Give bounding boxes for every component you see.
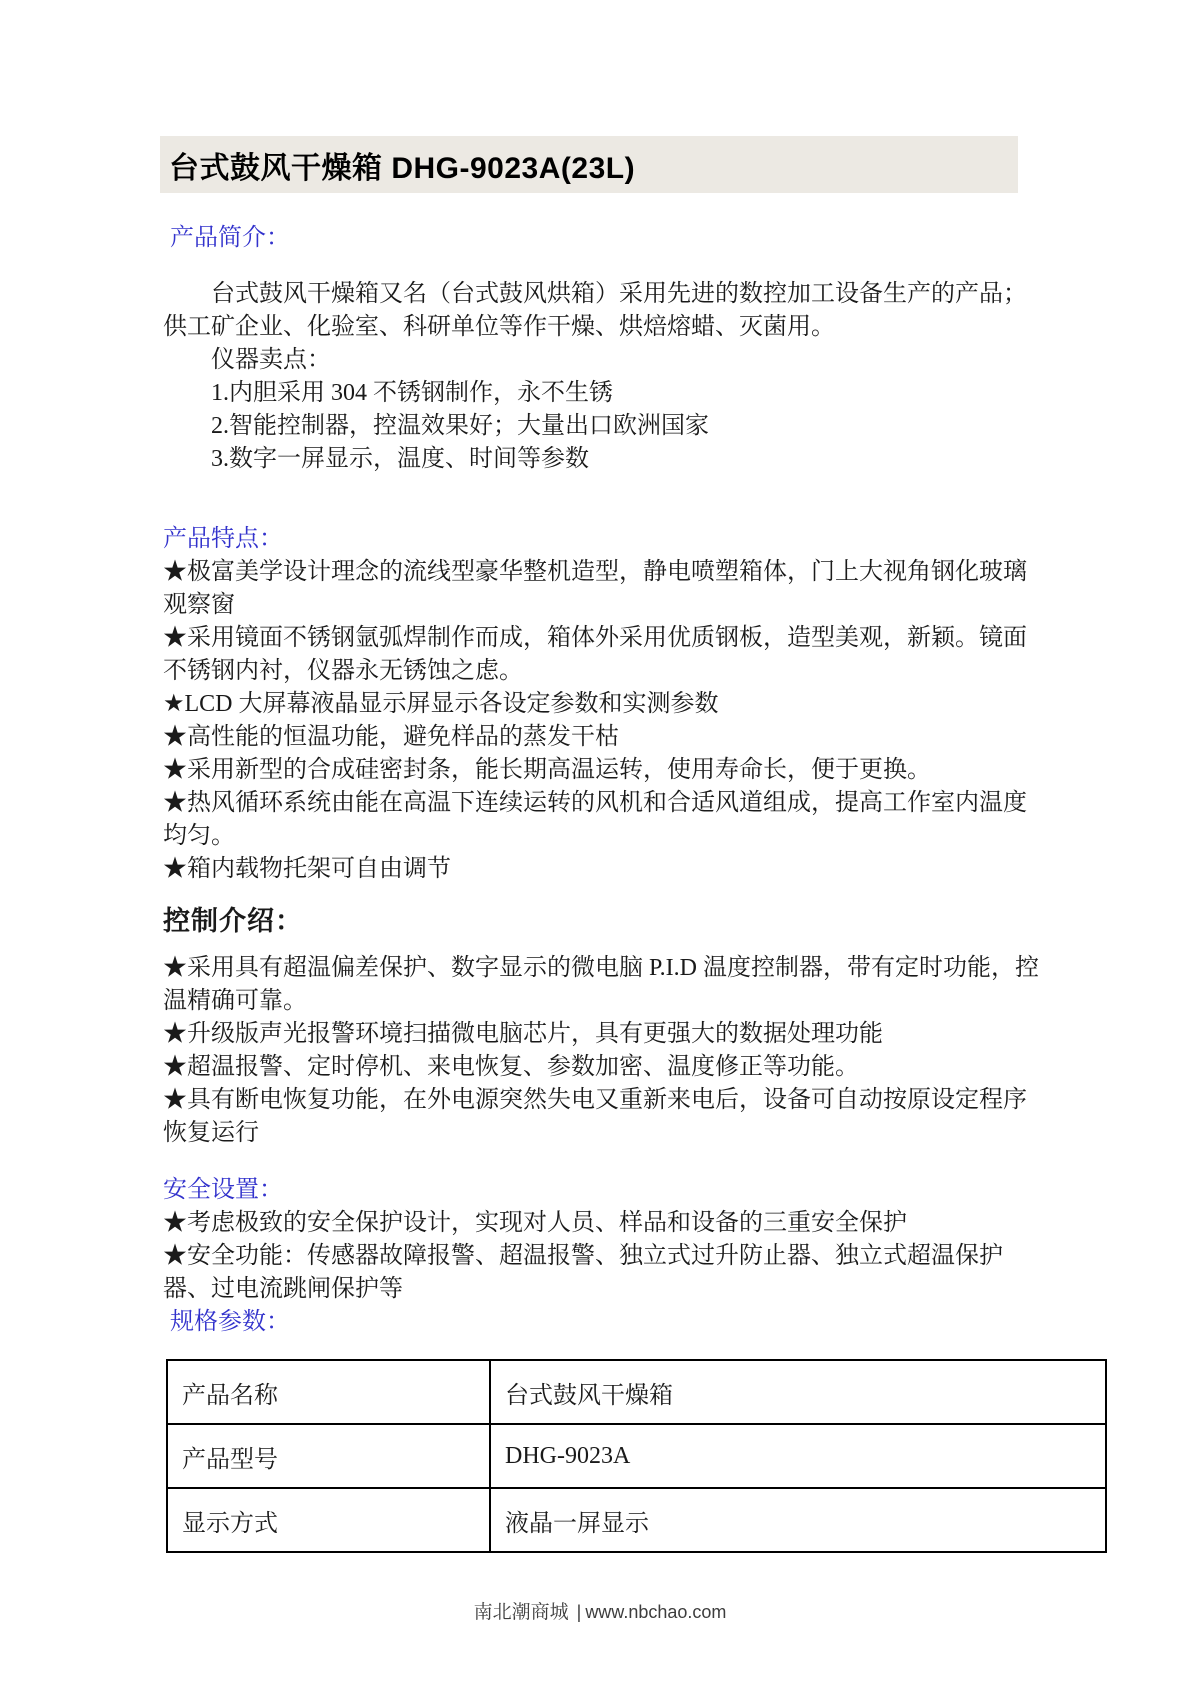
spec-value: DHG-9023A — [490, 1424, 1106, 1488]
section-control — [163, 900, 1039, 1150]
selling-points-label: 仪器卖点： — [211, 347, 331, 373]
safety-heading: 安全设置： — [163, 1177, 283, 1203]
control-item-1: ★采用具有超温偏差保护、数字显示的微电脑 P.I.D 温度控制器，带有定时功能，控温精确可靠。 — [163, 955, 1040, 1014]
feature-item-6: ★热风循环系统由能在高温下连续运转的风机和合适风道组成，提高工作室内温度均匀。 — [163, 790, 1027, 849]
section-intro — [163, 222, 1039, 476]
footer-separator: | — [576, 1602, 582, 1622]
page-title: 台式鼓风干燥箱 DHG-9023A(23L) — [169, 151, 636, 185]
selling-point-1: 1.内胆采用 304 不锈钢制作，永不生锈 — [211, 380, 613, 406]
section-features — [163, 523, 1039, 886]
control-item-3: ★超温报警、定时停机、来电恢复、参数加密、温度修正等功能。 — [163, 1054, 859, 1080]
feature-item-1: ★极富美学设计理念的流线型豪华整机造型，静电喷塑箱体，门上大视角钢化玻璃观察窗 — [163, 559, 1027, 618]
control-item-2: ★升级版声光报警环境扫描微电脑芯片，具有更强大的数据处理功能 — [163, 1021, 883, 1047]
feature-item-7: ★箱内载物托架可自由调节 — [163, 856, 451, 882]
document-content — [163, 222, 1039, 1339]
intro-heading: 产品简介： — [170, 225, 290, 251]
control-item-4: ★具有断电恢复功能，在外电源突然失电又重新来电后，设备可自动按原设定程序恢复运行 — [163, 1087, 1027, 1146]
selling-point-3: 3.数字一屏显示，温度、时间等参数 — [211, 446, 589, 472]
title-bar — [160, 136, 1018, 193]
features-heading: 产品特点： — [163, 526, 283, 552]
spec-label: 产品型号 — [167, 1424, 490, 1488]
spec-value: 液晶一屏显示 — [490, 1488, 1106, 1552]
spec-value: 台式鼓风干燥箱 — [490, 1360, 1106, 1424]
feature-item-5: ★采用新型的合成硅密封条，能长期高温运转，使用寿命长，便于更换。 — [163, 757, 931, 783]
spec-row-product-name — [167, 1360, 1106, 1424]
safety-item-2: ★安全功能：传感器故障报警、超温报警、独立式过升防止器、独立式超温保护器、过电流跳闸保护等 — [163, 1243, 1003, 1302]
specs-heading: 规格参数： — [170, 1309, 290, 1335]
spec-row-model — [167, 1424, 1106, 1488]
page-footer — [0, 1597, 1200, 1624]
selling-point-2: 2.智能控制器，控温效果好；大量出口欧洲国家 — [211, 413, 709, 439]
feature-item-3: ★LCD 大屏幕液晶显示屏显示各设定参数和实测参数 — [163, 691, 719, 717]
intro-paragraph: 台式鼓风干燥箱又名（台式鼓风烘箱）采用先进的数控加工设备生产的产品；供工矿企业、化验室、科研单位等作干燥、烘焙熔蜡、灭菌用。 — [163, 281, 1027, 340]
specs-table — [166, 1359, 1107, 1553]
safety-item-1: ★考虑极致的安全保护设计，实现对人员、样品和设备的三重安全保护 — [163, 1210, 907, 1236]
feature-item-2: ★采用镜面不锈钢氩弧焊制作而成，箱体外采用优质钢板，造型美观，新颖。镜面不锈钢内衬，仪器永无锈蚀之虑。 — [163, 625, 1027, 684]
footer-url: www.nbchao.com — [585, 1602, 727, 1622]
section-safety — [163, 1174, 1039, 1306]
footer-site-name: 南北潮商城 — [473, 1602, 569, 1623]
spec-label: 显示方式 — [167, 1488, 490, 1552]
control-heading: 控制介绍： — [163, 906, 303, 936]
spec-row-display — [167, 1488, 1106, 1552]
spec-label: 产品名称 — [167, 1360, 490, 1424]
feature-item-4: ★高性能的恒温功能，避免样品的蒸发干枯 — [163, 724, 619, 750]
